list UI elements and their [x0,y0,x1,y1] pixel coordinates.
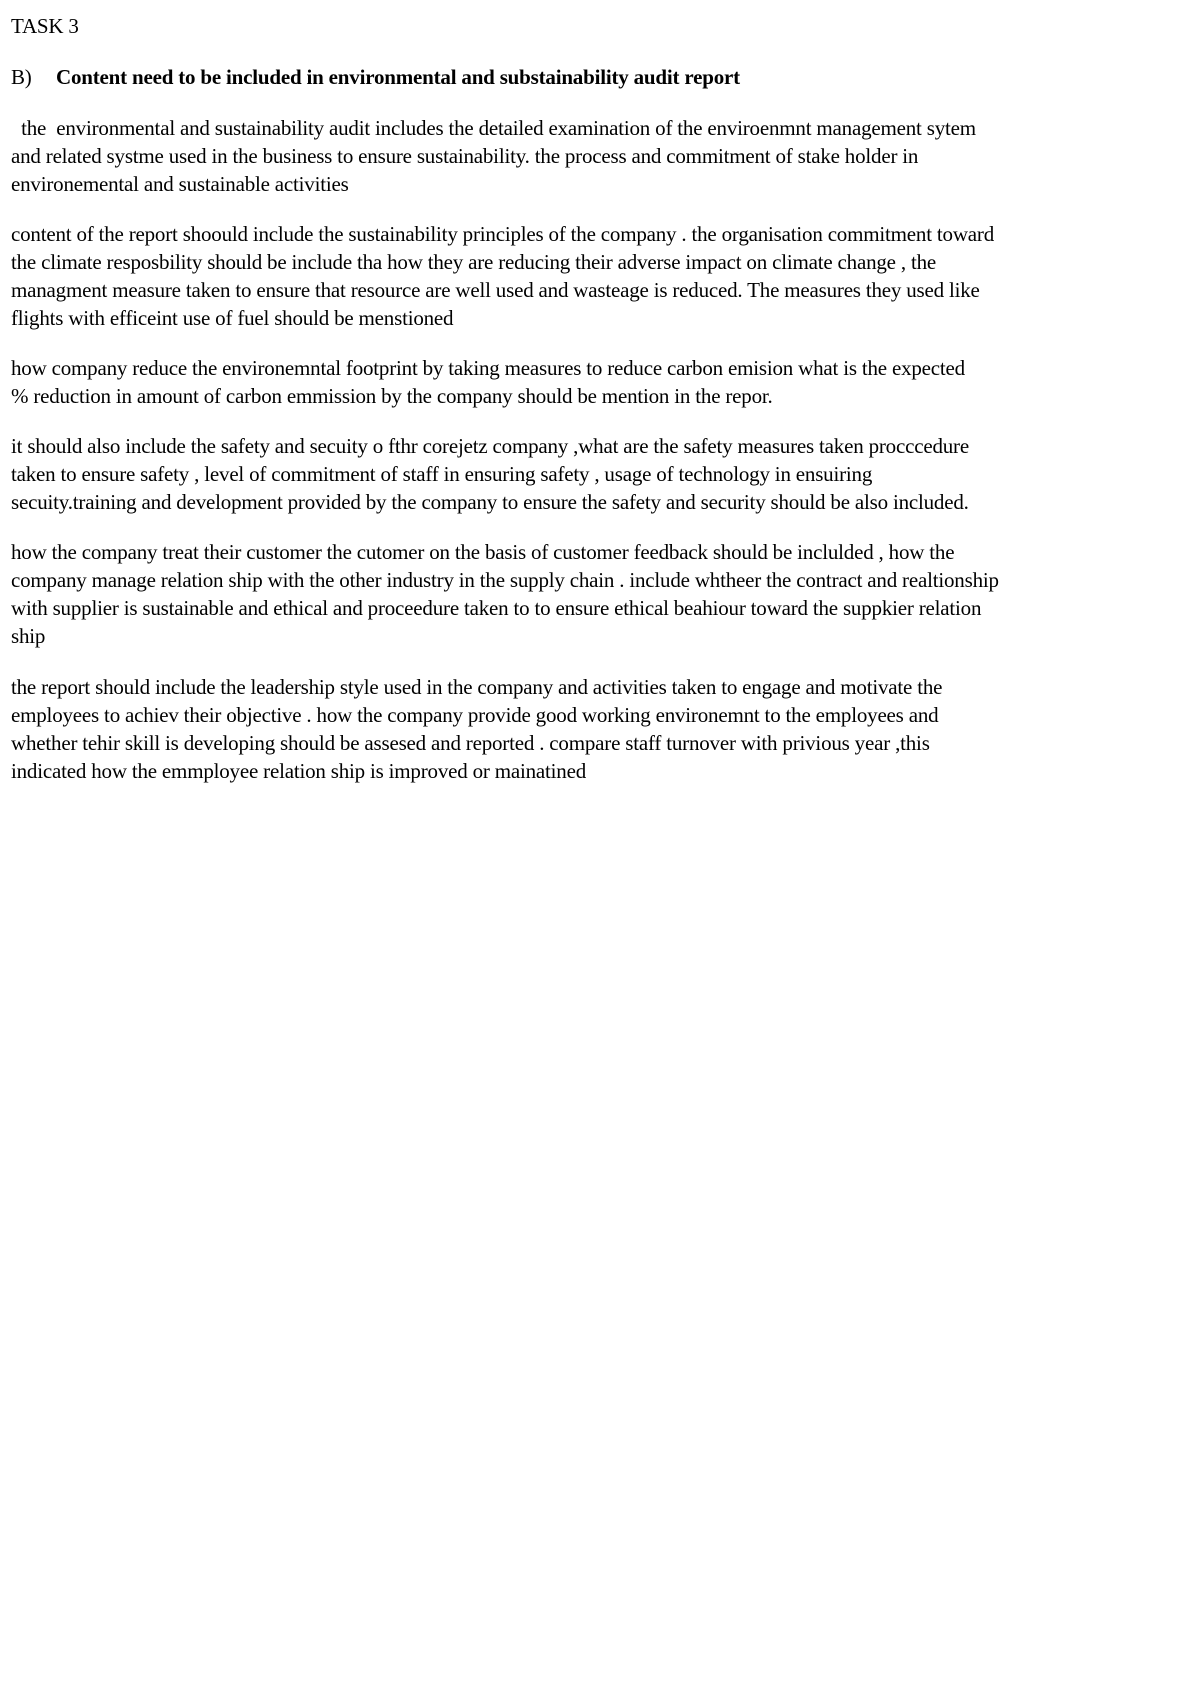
paragraph-line: taken to ensure safety , level of commitment of staff in ensuring safety , usage of technology in ensuiring [11,462,873,486]
paragraph-line: company manage relation ship with the other industry in the supply chain . include whtheer the contract and realtionship [11,568,999,592]
paragraph-line: the climate resposbility should be include tha how they are reducing their adverse impact on climate change , the [11,250,936,274]
paragraph-line: how company reduce the environemntal footprint by taking measures to reduce carbon emision what is the expected [11,356,965,380]
paragraph-line: managment measure taken to ensure that resource are well used and wasteage is reduced. The measures they used like [11,278,980,302]
paragraph-footprint [11,354,1191,410]
paragraph-line: the environmental and sustainability audit includes the detailed examination of the enviroenmnt management sytem [11,116,976,140]
paragraph-line: environemental and sustainable activities [11,172,349,196]
paragraph-line: % reduction in amount of carbon emmission by the company should be mention in the repor. [11,384,773,408]
paragraph-line: indicated how the emmployee relation ship is improved or mainatined [11,759,587,783]
paragraph-line: the report should include the leadership style used in the company and activities taken to engage and motivate the [11,675,943,699]
paragraph-intro [11,114,1191,198]
paragraph-leadership [11,673,1191,785]
section-marker: B) [11,65,32,89]
paragraph-line: content of the report shoould include the sustainability principles of the company . the organisation commitment toward [11,222,995,246]
paragraph-line: with supplier is sustainable and ethical and proceedure taken to to ensure ethical beahiour toward the suppkier relation [11,596,982,620]
paragraph-line: employees to achiev their objective . how the company provide good working environemnt to the employees and [11,703,939,727]
section-heading [11,63,740,91]
paragraph-principles [11,220,1191,332]
paragraph-line: it should also include the safety and secuity o fthr corejetz company ,what are the safety measures taken procccedure [11,434,969,458]
paragraph-safety [11,432,1191,516]
paragraph-line: how the company treat their customer the cutomer on the basis of customer feedback should be inclulded , how the [11,540,955,564]
paragraph-line: ship [11,624,46,648]
paragraph-line: secuity.training and development provided by the company to ensure the safety and security should be also included. [11,490,969,514]
paragraph-line: flights with efficeint use of fuel should be menstioned [11,306,454,330]
section-heading-text: Content need to be included in environmental and substainability audit report [56,65,740,89]
paragraph-customers-suppliers [11,538,1191,650]
paragraph-line: and related systme used in the business to ensure sustainability. the process and commitment of stake holder in [11,144,919,168]
task-title: TASK 3 [11,14,79,38]
paragraph-line: whether tehir skill is developing should be assesed and reported . compare staff turnover with privious year ,this [11,731,930,755]
